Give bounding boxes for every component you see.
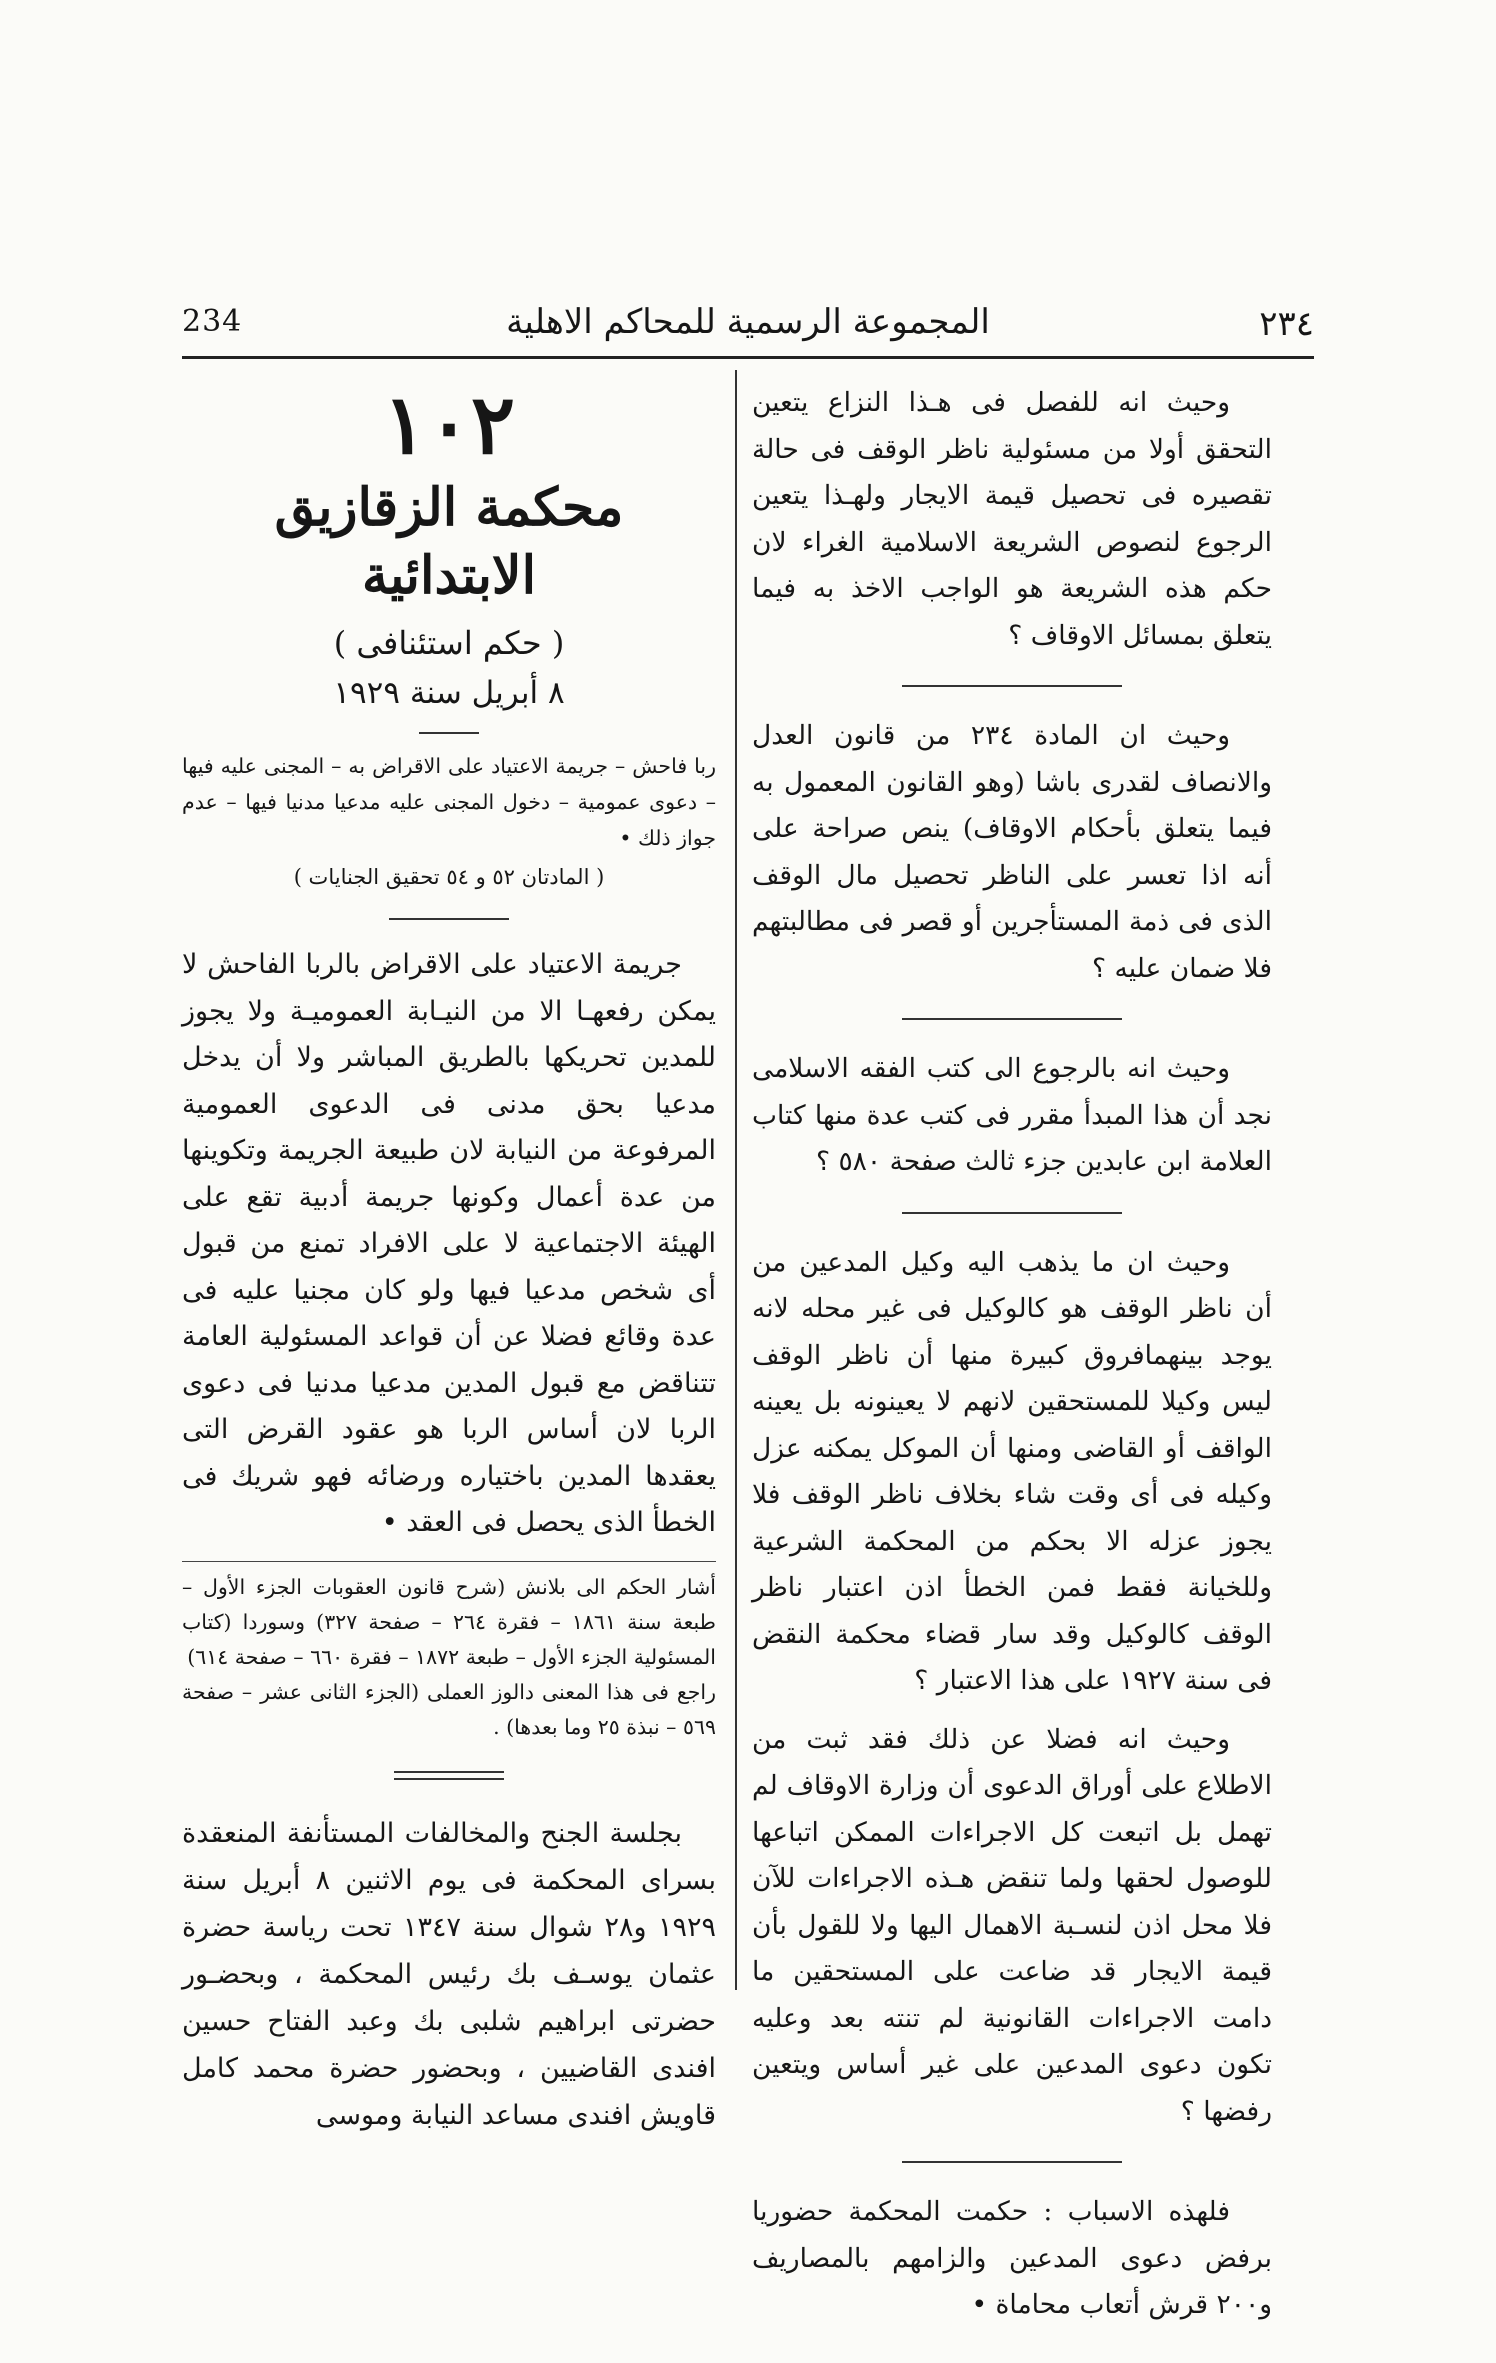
judgment-type: ( حكم استئنافى ) [333, 624, 565, 662]
body-paragraph: وحيث ان المادة ٢٣٤ من قانون العدل والانصاف لقدرى باشا (وهو القانون المعمول به فيما يتعلق بأحكام الاوقاف) ينص صراحة على أنه اذا تعسر على الناظر تحصيل مال الوقف الذى فى ذمة المستأجرين أو قصر فى مطالبتهم فلا ضمان عليه ؟ [752, 720, 1272, 984]
right-column [752, 380, 1272, 2329]
paragraph-separator [902, 2161, 1122, 2163]
reference-note: راجع فى هذا المعنى دالوز العملى (الجزء الثانى عشر – صفحة ٥٦٩ – نبذة ٢٥ وما بعدها) . [182, 1679, 716, 1739]
page-header [182, 300, 1314, 356]
note-rule [182, 1561, 716, 1562]
law-articles: ( المادتان ٥٢ و ٥٤ تحقيق الجنايات ) [293, 865, 605, 889]
session-paragraph: بجلسة الجنح والمخالفات المستأنفة المنعقدة بسراى المحكمة فى يوم الاثنين ٨ أبريل سنة ١٩٢٩ و٢٨ شوال سنة ١٣٤٧ تحت رياسة حضرة عثمان يوسـف بك رئيس المحكمة ، وبحضـور حضرتى ابراهيم شلبى بك وعبد الفتاح حسين افندى القاضيين ، وبحضور حضرة محمد كامل قاويش افندى مساعد النيابة وموسى [182, 1817, 717, 2131]
section-rule [419, 732, 479, 734]
legal-principle: جريمة الاعتياد على الاقراض بالربا الفاحش لا يمكن رفعهـا الا من النيـابة العموميـة ولا يجوز للمدين تحريكها بالطريق المباشر ولا أن يدخل مدعيا بحق مدنى فى الدعوى العمومية المرفوعة من النيابة لان طبيعة الجريمة وتكوينها من عدة أعمال وكونها جريمة أدبية تقع على الهيئة الاجتماعية لا على الافراد تمنع من قبول أى شخص مدعيا فيها ولو كان مجنيا عليه فى عدة وقائع فضلا عن أن قواعد المسئولية العامة تتناقض مع قبول المدين مدعيا مدنيا فى دعوى الربا لان أساس الربا هو عقود القرض التى يعقدها المدين باختياره ورضائه فهو شريك فى الخطأ الذى يحصل فى العقد • [182, 949, 716, 1538]
ruling-paragraph: فلهذه الاسباب : حكمت المحكمة حضوريا برفض دعوى المدعين والزامهم بالمصاريف و٢٠٠ قرش أتعاب محاماة • [752, 2196, 1272, 2320]
judgment-date: ٨ أبريل سنة ١٩٢٩ [333, 675, 565, 711]
page-number-latin: 234 [182, 304, 243, 339]
body-paragraph: وحيث انه للفصل فى هـذا النزاع يتعين التحقق أولا من مسئولية ناظر الوقف فى حالة تقصيره فى تحصيل قيمة الايجار ولهـذا يتعين الرجوع لنصوص الشريعة الاسلامية الغراء لان حكم هذه الشريعة هو الواجب الاخذ به فيما يتعلق بمسائل الاوقاف ؟ [752, 387, 1272, 651]
page-number-arabic: ٢٣٤ [1259, 304, 1314, 344]
case-summary: ربا فاحش – جريمة الاعتياد على الاقراض به – المجنى عليه فيها – دعوى عمومية – دخول المجنى عليه مدعيا مدنيا فيها – عدم جواز ذلك • [182, 754, 716, 850]
paragraph-separator [902, 685, 1122, 687]
body-paragraph: وحيث انه فضلا عن ذلك فقد ثبت من الاطلاع على أوراق الدعوى أن وزارة الاوقاف لم تهمل بل اتبعت كل الاجراءات الممكن اتباعها للوصول لحقها ولما تنقض هـذه الاجراءات للآن فلا محل اذن لنسـبة الاهمال اليها ولا للقول بأن قيمة الايجار قد ضاعت على المستحقين ما دامت الاجراءات القانونية لم تنته بعد وعليه تكون دعوى المدعين على غير أساس ويتعين رفضها ؟ [752, 1723, 1272, 2127]
paragraph-separator [902, 1212, 1122, 1214]
running-title: المجموعة الرسمية للمحاكم الاهلية [506, 302, 990, 342]
header-rule [182, 356, 1314, 359]
reference-note: أشار الحكم الى بلانش (شرح قانون العقوبات الجزء الأول – طبعة سنة ١٨٦١ – فقرة ٢٦٤ – صفحة ٣٢٧) وسوردا (كتاب المسئولية الجزء الأول – طبعة ١٨٧٢ – فقرة ٦٦٠ – صفحة ٦١٤) [182, 1574, 716, 1669]
body-paragraph: وحيث ان ما يذهب اليه وكيل المدعين من أن ناظر الوقف هو كالوكيل فى غير محله لانه يوجد بينهمافروق كبيرة منها أن ناظر الوقف ليس وكيلا للمستحقين لانهم لا يعينونه بل يعينه الواقف أو القاضى ومنها أن الموكل يمكنه عزل وكيله فى أى وقت شاء بخلاف ناظر الوقف فلا يجوز عزله الا بحكم من المحكمة الشرعية وللخيانة فقط فمن الخطأ اذن اعتبار ناظر الوقف كالوكيل وقد سار قضاء محكمة النقض فى سنة ١٩٢٧ على هذا الاعتبار ؟ [752, 1246, 1272, 1696]
paragraph-separator [902, 1018, 1122, 1020]
double-rule [394, 1771, 504, 1780]
left-column [182, 377, 717, 2139]
body-paragraph: وحيث انه بالرجوع الى كتب الفقه الاسلامى نجد أن هذا المبدأ مقرر فى كتب عدة منها كتاب العلامة ابن عابدين جزء ثالث صفحة ٥٨٠ ؟ [752, 1053, 1272, 1177]
court-name: محكمة الزقازيق الابتدائية [274, 477, 624, 606]
case-number: ١٠٢ [382, 377, 516, 473]
section-rule [389, 918, 509, 920]
column-divider [735, 370, 737, 1990]
